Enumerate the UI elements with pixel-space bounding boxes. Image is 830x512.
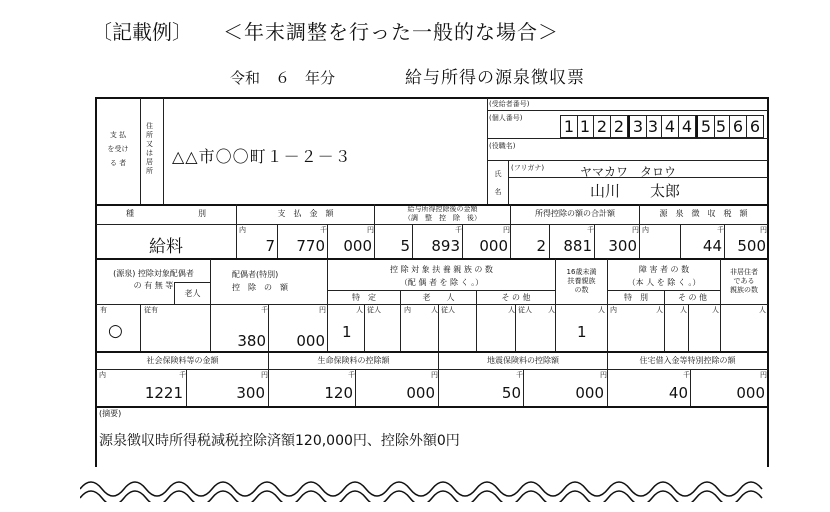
after-deduction-subheader: （調 整 控 除 後） bbox=[404, 214, 481, 222]
spouse-flag-label: (源泉) 控除対象配偶者 の 有 無 等 bbox=[113, 269, 194, 290]
social-inner-mark: 内 bbox=[99, 371, 106, 379]
individual-number-label: (個人番号) bbox=[489, 114, 523, 122]
payment-value-b: 770 bbox=[296, 237, 325, 255]
individual-number-digit: 4 bbox=[679, 115, 696, 138]
elderly-person-mark: 人 bbox=[431, 306, 438, 314]
name-label: 氏 名 bbox=[494, 170, 502, 196]
receiver-label: 支 払 を受け る 者 bbox=[107, 131, 129, 167]
deduction-total-header: 所得控除の額の合計額 bbox=[535, 209, 615, 218]
individual-number-digit: 3 bbox=[628, 115, 647, 138]
social-yen-mark: 円 bbox=[261, 371, 268, 379]
others2-person-mark: 人 bbox=[548, 306, 555, 314]
payment-value-c: 000 bbox=[343, 237, 372, 255]
earthquake-value-a: 50 bbox=[501, 384, 521, 402]
payment-yen-mark: 円 bbox=[367, 226, 374, 234]
under16-count: 1 bbox=[577, 323, 587, 341]
summary-text: 源泉徴収時所得税減税控除済額120,000円、控除外額0円 bbox=[99, 433, 460, 449]
others-person-mark: 人 bbox=[508, 306, 515, 314]
specified-header: 特 定 bbox=[352, 293, 376, 302]
payment-value-a: 7 bbox=[265, 237, 275, 255]
elderly-subordinate-mark: 従人 bbox=[441, 306, 455, 314]
housing-value-a: 40 bbox=[668, 384, 688, 402]
dependents-sublabel: （配 偶 者 を 除 く 。） bbox=[399, 278, 484, 287]
individual-number-digit: 5 bbox=[696, 115, 715, 138]
spouse-mark: ○ bbox=[108, 321, 123, 341]
type-value: 給料 bbox=[149, 237, 183, 257]
after-deduction-value-a: 5 bbox=[400, 237, 410, 255]
disabled-label: 障 害 者 の 数 bbox=[638, 265, 690, 274]
individual-number-digit: 2 bbox=[611, 115, 628, 138]
nonresident-label: 非居住者 である 親族の数 bbox=[730, 268, 758, 294]
other-disabled-person-mark: 人 bbox=[680, 306, 687, 314]
withholding-header: 源 泉 徴 収 税 額 bbox=[659, 209, 748, 218]
life-value-a: 120 bbox=[324, 384, 353, 402]
deduction-total-value-b: 881 bbox=[563, 237, 592, 255]
life-yen-mark: 円 bbox=[431, 371, 438, 379]
other-disabled2-person-mark: 人 bbox=[712, 306, 719, 314]
life-value-b: 000 bbox=[406, 384, 435, 402]
special-person-mark: 人 bbox=[656, 306, 663, 314]
housing-value-b: 000 bbox=[736, 384, 765, 402]
individual-number-digit: 6 bbox=[747, 115, 764, 138]
elderly-inner-mark: 内 bbox=[404, 306, 411, 314]
individual-number-digit: 1 bbox=[577, 115, 594, 138]
type-header: 種 別 bbox=[126, 209, 206, 218]
nonresident-person-mark: 人 bbox=[759, 306, 766, 314]
withholding-inner-mark: 内 bbox=[642, 226, 649, 234]
deduction-total-yen-mark: 円 bbox=[632, 226, 639, 234]
summary-label: (摘要) bbox=[99, 409, 122, 418]
individual-number-digit: 6 bbox=[730, 115, 747, 138]
earthquake-thousand-mark: 千 bbox=[516, 371, 523, 379]
other-disabled-header: そ の 他 bbox=[677, 293, 708, 302]
individual-number-digit: 1 bbox=[560, 115, 578, 138]
social-value-a: 1221 bbox=[144, 384, 183, 402]
have-mark: 有 bbox=[100, 306, 107, 314]
recipient-number-label: (受給者番号) bbox=[489, 100, 530, 108]
deduction-total-thousand-mark: 千 bbox=[587, 226, 594, 234]
individual-number-digit: 3 bbox=[645, 115, 662, 138]
subordinate-have-mark: 従有 bbox=[144, 306, 158, 314]
name-value: 山川 太郎 bbox=[590, 182, 681, 200]
others-header: そ の 他 bbox=[501, 293, 531, 302]
under16-person-mark: 人 bbox=[598, 306, 605, 314]
era-year: 令和 ６ 年分 bbox=[230, 69, 336, 87]
after-deduction-yen-mark: 円 bbox=[503, 226, 510, 234]
withholding-yen-mark: 円 bbox=[760, 226, 767, 234]
spouse-thousand-mark: 千 bbox=[261, 306, 268, 314]
spouse-yen-mark: 円 bbox=[319, 306, 326, 314]
earthquake-value-b: 000 bbox=[575, 384, 604, 402]
individual-number-digit: 5 bbox=[713, 115, 730, 138]
housing-thousand-mark: 千 bbox=[683, 371, 690, 379]
social-insurance-label: 社会保険料等の金額 bbox=[146, 356, 219, 365]
spouse-deduction-label: 配偶者(特別) 控 除 の 額 bbox=[232, 270, 288, 292]
spouse-amount-b: 000 bbox=[296, 332, 325, 350]
earthquake-yen-mark: 円 bbox=[600, 371, 607, 379]
furigana-label: (フリガナ) bbox=[511, 164, 545, 172]
after-deduction-value-b: 893 bbox=[431, 237, 460, 255]
withholding-value-b: 44 bbox=[702, 237, 722, 255]
earthquake-insurance-label: 地震保険料の控除額 bbox=[487, 356, 559, 365]
specified-subordinate-mark: 従人 bbox=[367, 306, 381, 314]
wavy-cut-line bbox=[80, 462, 780, 502]
after-deduction-value-c: 000 bbox=[479, 237, 508, 255]
withholding-value-c: 500 bbox=[737, 237, 766, 255]
disabled-sublabel: （本 人 を 除 く 。） bbox=[627, 278, 701, 287]
form-title: 給与所得の源泉徴収票 bbox=[405, 68, 585, 88]
position-label: (役職名) bbox=[489, 142, 516, 150]
elderly-spouse-label: 老人 bbox=[184, 289, 201, 298]
after-deduction-thousand-mark: 千 bbox=[455, 226, 462, 234]
payment-header: 支 払 金 額 bbox=[277, 209, 334, 218]
deduction-total-value-c: 300 bbox=[608, 237, 637, 255]
address-value: △△市〇〇町１－２－３ bbox=[172, 147, 352, 166]
after-deduction-header: 給与所得控除後の金額 bbox=[407, 205, 478, 213]
housing-yen-mark: 円 bbox=[760, 371, 767, 379]
address-label: 住所又は居所 bbox=[146, 122, 153, 175]
individual-number-digit: 4 bbox=[662, 115, 679, 138]
housing-loan-label: 住宅借入金等特別控除の額 bbox=[639, 356, 736, 365]
elderly-header: 老 人 bbox=[422, 293, 455, 302]
social-value-b: 300 bbox=[236, 384, 265, 402]
dependents-label: 控 除 対 象 扶 養 親 族 の 数 bbox=[390, 265, 493, 274]
withholding-thousand-mark: 千 bbox=[717, 226, 724, 234]
special-inner-mark: 内 bbox=[610, 306, 617, 314]
specified-count: 1 bbox=[342, 323, 352, 341]
social-thousand-mark: 千 bbox=[179, 371, 186, 379]
life-thousand-mark: 千 bbox=[348, 371, 355, 379]
life-insurance-label: 生命保険料の控除額 bbox=[317, 356, 390, 365]
payment-thousand-mark: 千 bbox=[320, 226, 327, 234]
furigana-value: ヤマカワ タロウ bbox=[580, 165, 677, 179]
example-label: 〔記載例〕 bbox=[92, 20, 192, 44]
others-subordinate-mark: 従人 bbox=[518, 306, 532, 314]
under16-label: 16歳未満 扶養親族 の数 bbox=[566, 268, 597, 294]
specified-person-mark: 人 bbox=[356, 306, 363, 314]
deduction-total-value-a: 2 bbox=[536, 237, 546, 255]
individual-number-digit: 2 bbox=[594, 115, 611, 138]
case-label: ＜年末調整を行った一般的な場合＞ bbox=[223, 20, 559, 44]
special-header: 特 別 bbox=[624, 293, 648, 302]
payment-inner-mark: 内 bbox=[239, 226, 246, 234]
spouse-amount-a: 380 bbox=[237, 332, 266, 350]
